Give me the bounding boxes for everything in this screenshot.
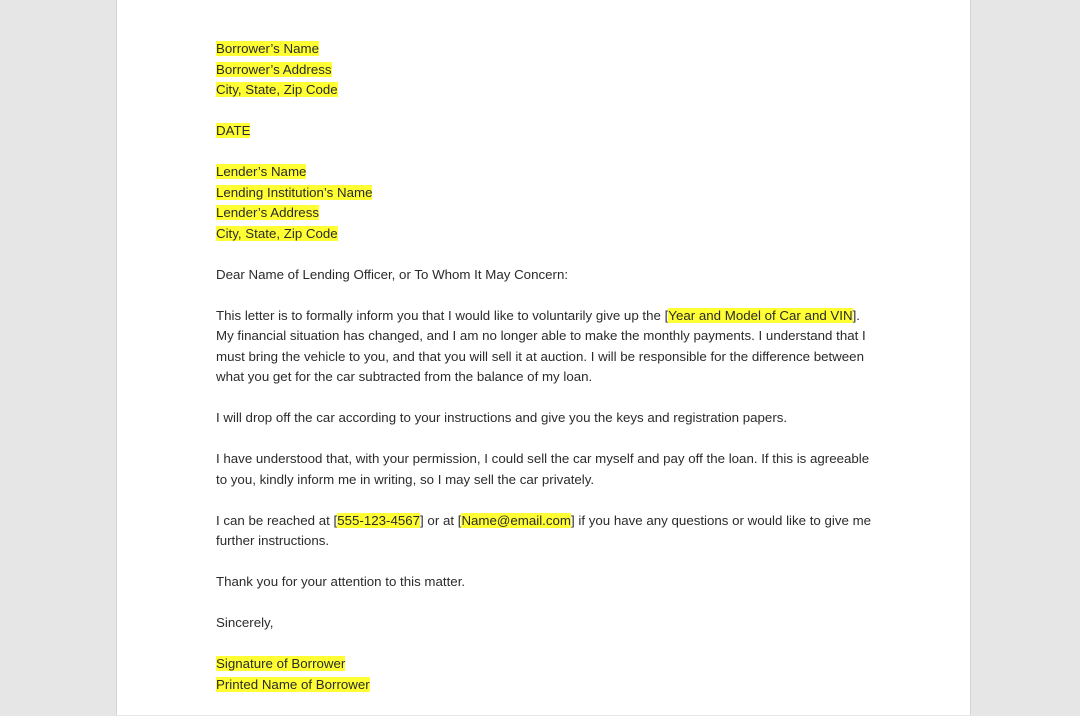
contact-text-2: ] or at [ (420, 512, 462, 528)
borrower-block (216, 39, 876, 101)
lender-name: Lender’s Name (216, 164, 307, 179)
lender-city-state-zip: City, State, Zip Code (216, 225, 338, 241)
car-model-vin-placeholder: Year and Model of Car and VIN (668, 307, 853, 323)
letter-date: DATE (216, 123, 251, 138)
thanks-line: Thank you for your attention to this matter. (216, 574, 466, 589)
letter-body (216, 39, 876, 716)
paragraph-private-sale: I have understood that, with your permission, I could sell the car myself and pay off the loan. If this is agreeable to you, kindly inform me in writing, so I may sell the car privately. (216, 451, 870, 487)
lender-block (216, 162, 876, 244)
lending-institution: Lending Institution’s Name (216, 184, 373, 200)
email-placeholder: Name@email.com (461, 512, 571, 528)
date-block (216, 121, 876, 142)
paragraph-surrender-text-1: This letter is to formally inform you that I would like to voluntarily give up the [ (216, 307, 669, 323)
document-page (116, 0, 971, 715)
signature-line: Signature of Borrower (216, 656, 346, 671)
lender-address: Lender’s Address (216, 205, 319, 220)
borrower-city-state-zip: City, State, Zip Code (216, 82, 338, 97)
contact-text-3: ] if you have any questions or would like to give me further instructions. (216, 512, 872, 548)
paragraph-contact (216, 511, 876, 552)
borrower-name: Borrower’s Name (216, 41, 319, 56)
salutation: Dear Name of Lending Officer, or To Whom It May Concern: (216, 266, 569, 282)
signature-block (216, 654, 876, 695)
closing: Sincerely, (216, 615, 274, 630)
paragraph-surrender-text-2: ]. My financial situation has changed, and I am no longer able to make the monthly payments. I understand that I must bring the vehicle to you, and that you will sell it at auction. I will be responsible for the difference between what you get for the car subtracted from the balance of my loan. (216, 307, 866, 384)
contact-text-1: I can be reached at [ (216, 512, 338, 528)
phone-placeholder: 555-123-4567 (337, 512, 421, 528)
borrower-address: Borrower’s Address (216, 61, 332, 77)
paragraph-dropoff: I will drop off the car according to your instructions and give you the keys and registration papers. (216, 410, 788, 425)
paragraph-surrender (216, 306, 876, 388)
printed-name-line: Printed Name of Borrower (216, 676, 370, 692)
